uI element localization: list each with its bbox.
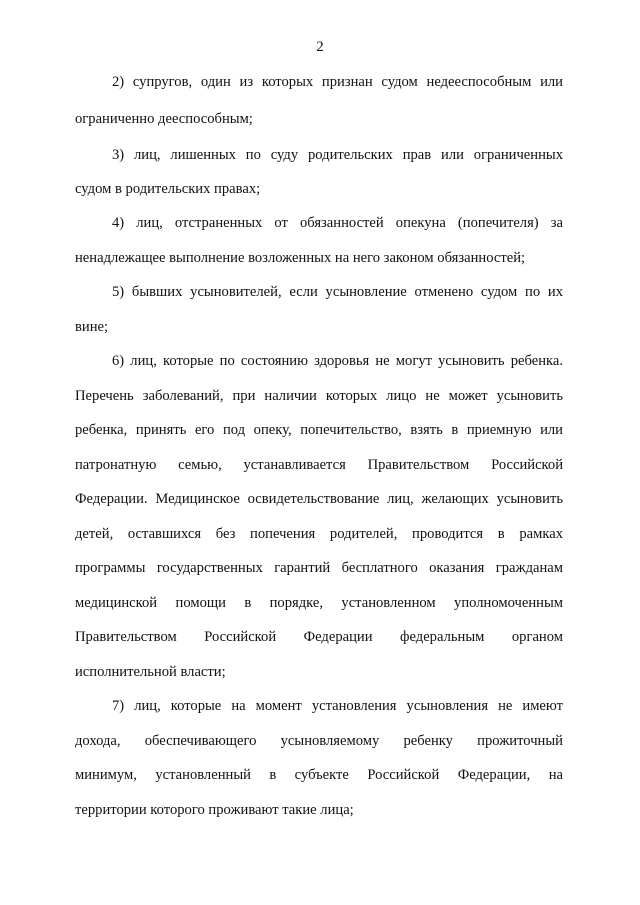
text-line: Правительством Российской Федерации федеральным органом (75, 629, 563, 645)
page-number: 2 (316, 39, 324, 55)
text-line: вине; (75, 319, 109, 335)
text-line: ограниченно дееспособным; (75, 111, 253, 127)
text-line: территории которого проживают такие лица; (75, 802, 354, 818)
text-line: исполнительной власти; (75, 664, 226, 680)
text-line: медицинской помощи в порядке, установленном уполномоченным (75, 595, 563, 611)
text-line: ненадлежащее выполнение возложенных на него законом обязанностей; (75, 250, 526, 266)
text-line: дохода, обеспечивающего усыновляемому ребенку прожиточный (75, 733, 563, 749)
text-line: 6) лиц, которые по состоянию здоровья не могут усыновить ребенка. (112, 353, 563, 369)
text-line: минимум, установленный в субъекте Российской Федерации, на (75, 767, 563, 783)
text-line: 3) лиц, лишенных по суду родительских прав или ограниченных (112, 147, 563, 163)
text-line: патронатную семью, устанавливается Правительством Российской (75, 457, 563, 473)
text-line: 4) лиц, отстраненных от обязанностей опекуна (попечителя) за (112, 215, 563, 231)
text-line: программы государственных гарантий бесплатного оказания гражданам (75, 560, 563, 576)
text-line: Перечень заболеваний, при наличии которых лицо не может усыновить (75, 388, 563, 404)
text-line: судом в родительских правах; (75, 181, 261, 197)
text-line: детей, оставшихся без попечения родителей, проводится в рамках (75, 526, 563, 542)
text-line: 2) супругов, один из которых признан судом недееспособным или (112, 74, 563, 90)
text-line: ребенка, принять его под опеку, попечительство, взять в приемную или (75, 422, 563, 438)
text-line: 5) бывших усыновителей, если усыновление отменено судом по их (112, 284, 563, 300)
text-line: 7) лиц, которые на момент установления усыновления не имеют (112, 698, 563, 714)
text-line: Федерации. Медицинское освидетельствование лиц, желающих усыновить (75, 491, 563, 507)
